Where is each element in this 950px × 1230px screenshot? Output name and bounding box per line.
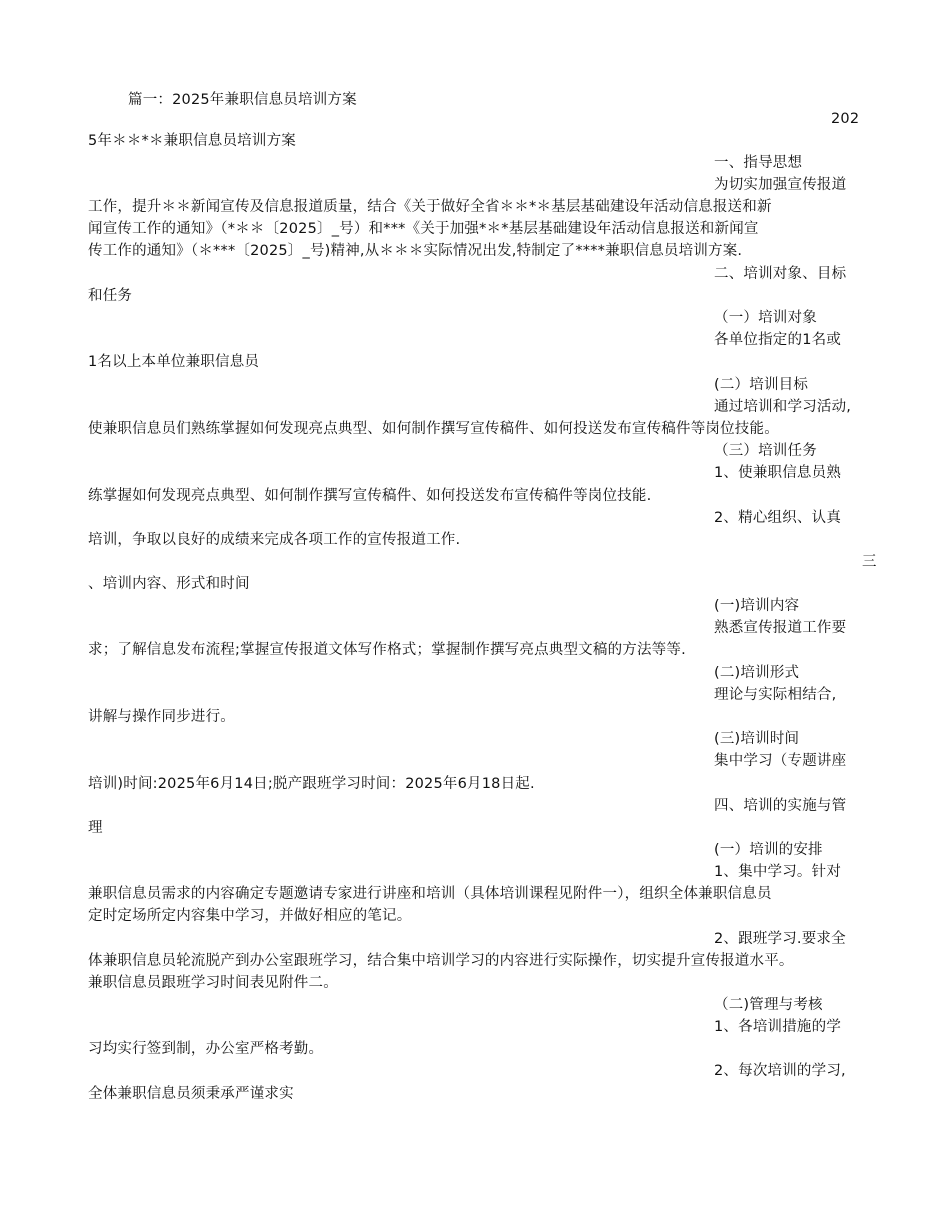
section-heading: 二、培训对象、目标 <box>714 266 847 282</box>
text-line: 1、集中学习。针对 <box>714 864 842 880</box>
text-line: 培训)时间:2025年6月14日;脱产跟班学习时间：2025年6月18日起. <box>88 776 535 792</box>
text-line: 定时定场所定内容集中学习，并做好相应的笔记。 <box>88 908 412 924</box>
text-line: 工作，提升＊＊新闻宣传及信息报道质量，结合《关于做好全省＊＊*＊基层基础建设年活动信息报送和新 <box>88 199 772 215</box>
text-line: 传工作的通知》（＊***〔2025〕_号)精神,从＊＊＊实际情况出发,特制定了****兼职信息员培训方案. <box>88 243 743 259</box>
text-line: 闻宣传工作的通知》（*＊＊〔2025〕_号）和***《关于加强*＊*基层基础建设年活动信息报送和新闻宣 <box>88 221 759 237</box>
text-line: 2、精心组织、认真 <box>714 510 842 526</box>
document-title: 篇一：2025年兼职信息员培训方案 <box>128 92 357 108</box>
text-line: 理论与实际相结合, <box>714 687 837 703</box>
text-line: 使兼职信息员们熟练掌握如何发现亮点典型、如何制作撰写宣传稿件、如何投送发布宣传稿件等岗位技能。 <box>88 421 779 437</box>
subsection-heading: (二)培训形式 <box>714 665 800 681</box>
text-line: 三 <box>862 554 877 570</box>
subsection-heading: （二)管理与考核 <box>714 997 823 1013</box>
text-line: 全体兼职信息员须秉承严谨求实 <box>88 1086 294 1102</box>
text-line: 兼职信息员需求的内容确定专题邀请专家进行讲座和培训（具体培训课程见附件一），组织全体兼职信息员 <box>88 886 772 902</box>
subsection-heading: (一)培训内容 <box>714 598 800 614</box>
section-heading: 四、培训的实施与管 <box>714 798 847 814</box>
text-line: 各单位指定的1名或 <box>714 332 842 348</box>
subsection-heading: （三）培训任务 <box>714 443 817 459</box>
subsection-heading: (一）培训的安排 <box>714 842 823 858</box>
subsection-heading: (二）培训目标 <box>714 377 809 393</box>
subsection-heading: (三)培训时间 <box>714 731 800 747</box>
text-line: 兼职信息员跟班学习时间表见附件二。 <box>88 975 338 991</box>
text-line: 和任务 <box>88 288 133 304</box>
section-heading: 一、指导思想 <box>714 155 803 171</box>
text-line: 1、各培训措施的学 <box>714 1019 842 1035</box>
text-line: 习均实行签到制，办公室严格考勤。 <box>88 1041 324 1057</box>
text-line: 体兼职信息员轮流脱产到办公室跟班学习，结合集中培训学习的内容进行实际操作，切实提升宣传报道水平。 <box>88 953 794 969</box>
text-line: 为切实加强宣传报道 <box>714 177 847 193</box>
text-line: 熟悉宣传报道工作要 <box>714 620 847 636</box>
subsection-heading: （一）培训对象 <box>714 310 817 326</box>
text-line: 5年＊＊*＊兼职信息员培训方案 <box>88 133 296 149</box>
text-line: 1、使兼职信息员熟 <box>714 465 842 481</box>
text-line: 1名以上本单位兼职信息员 <box>88 354 260 370</box>
text-line: 培训，争取以良好的成绩来完成各项工作的宣传报道工作. <box>88 532 461 548</box>
text-line: 集中学习（专题讲座 <box>714 753 847 769</box>
text-line: 202 <box>831 111 860 127</box>
text-line: 2、每次培训的学习, <box>714 1063 846 1079</box>
text-line: 理 <box>88 820 103 836</box>
text-line: 求；了解信息发布流程;掌握宣传报道文体写作格式；掌握制作撰写亮点典型文稿的方法等等. <box>88 642 686 658</box>
text-line: 讲解与操作同步进行。 <box>88 709 235 725</box>
text-line: 通过培训和学习活动, <box>714 399 852 415</box>
text-line: 练掌握如何发现亮点典型、如何制作撰写宣传稿件、如何投送发布宣传稿件等岗位技能. <box>88 488 652 504</box>
section-heading: 、培训内容、形式和时间 <box>88 576 250 592</box>
text-line: 2、跟班学习.要求全 <box>714 931 846 947</box>
